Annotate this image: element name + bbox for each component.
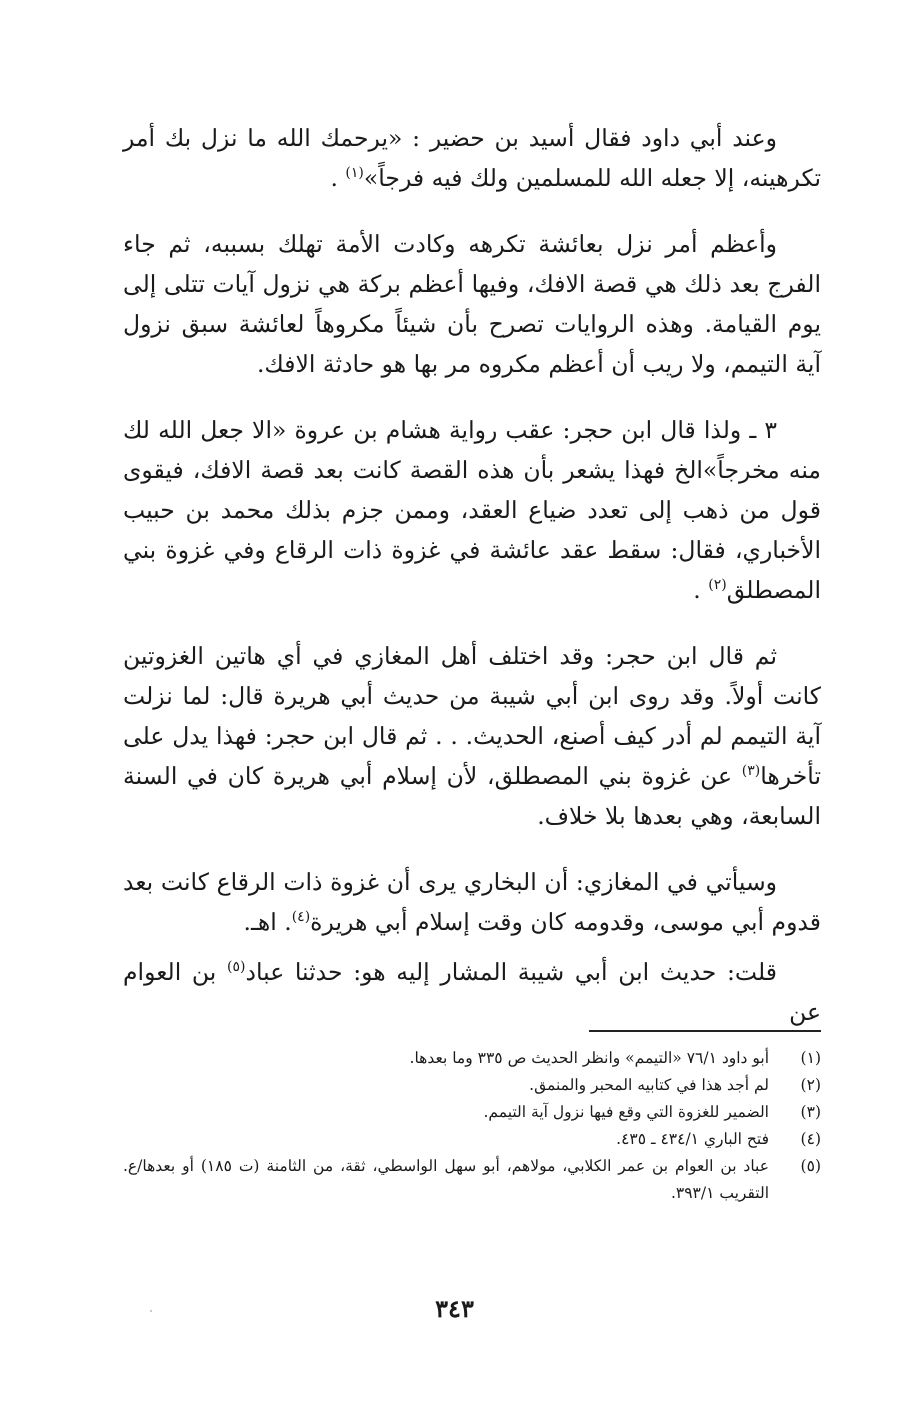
paragraph-4: ثم قال ابن حجر: وقد اختلف أهل المغازي في أي هاتين الغزوتين كانت أولاً. وقد روى ابن أبي شيبة من حديث أبي هريرة قال: لما نزلت آية التيمم لم أدر كيف أصنع، الحديث. . . ثم قال ابن حجر: فهذا يدل على تأخرها$^{(٣)}$ عن غزوة بني المصطلق، لأن إسلام أبي هريرة كان في السنة السابعة، وهي بعدها بلا خلاف. (123, 642, 821, 830)
scan-speck (150, 1310, 152, 1312)
footnote-number: (١) (800, 1049, 821, 1067)
footnote-text: الضمير للغزوة التي وقع فيها نزول آية التيمم. (483, 1103, 769, 1121)
footnote-3 (123, 1099, 821, 1126)
footnote-1 (123, 1045, 821, 1072)
footnote-number: (٥) (800, 1157, 821, 1175)
footnote-number: (٢) (800, 1076, 821, 1094)
paragraph-3: ٣ ـ ولذا قال ابن حجر: عقب رواية هشام بن عروة «الا جعل الله لك منه مخرجاً»الخ فهذا يشعر بأن هذه القصة كانت بعد قصة الافك، فيقوى قول من ذهب إلى تعدد ضياع العقد، وممن جزم بذلك محمد بن حبيب الأخباري، فقال: سقط عقد عائشة في غزوة ذات الرقاع وفي غزوة بني المصطلق$^{(٢)}$ . (123, 416, 821, 604)
footnote-ref-4[interactable]: (٤) (291, 909, 311, 926)
footnote-ref-5[interactable]: (٥) (227, 959, 246, 976)
footnote-separator (589, 1030, 821, 1032)
footnote-ref-1[interactable]: (١) (345, 165, 364, 182)
main-text (123, 118, 821, 1032)
footnote-ref-2[interactable]: (٢) (708, 577, 727, 594)
footnote-number: (٤) (800, 1130, 821, 1148)
paragraph-1: وعند أبي داود فقال أسيد بن حضير : «يرحمك الله ما نزل بك أمر تكرهينه، إلا جعله الله للمسلمين ولك فيه فرجاً»$^{(١)}$ . (123, 124, 821, 192)
paragraph-6: قلت: حديث ابن أبي شيبة المشار إليه هو: حدثنا عباد$^{(٥)}$ بن العوام عن (123, 958, 821, 1026)
footnote-5 (123, 1153, 821, 1207)
footnote-text: أبو داود ٧٦/١ «التيمم» وانظر الحديث ص ٣٣٥ وما بعدها. (409, 1049, 769, 1067)
footnote-text: لم أجد هذا في كتابيه المحبر والمنمق. (529, 1076, 769, 1094)
paragraph-5: وسيأتي في المغازي: أن البخاري يرى أن غزوة ذات الرقاع كانت بعد قدوم أبي موسى، وقدومه كان وقت إسلام أبي هريرة$^{(٤)}$. اهـ. (123, 868, 821, 936)
page-number: ٣٤٣ (435, 1294, 474, 1323)
footnote-ref-3[interactable]: (٣) (741, 763, 761, 780)
paragraph-2: وأعظم أمر نزل بعائشة تكرهه وكادت الأمة تهلك بسببه، ثم جاء الفرج بعد ذلك هي قصة الافك، وفيها أعظم بركة هي نزول آيات تتلى إلى يوم القيامة. وهذه الروايات تصرح بأن شيئاً مكروهاً لعائشة سبق نزول آية التيمم، ولا ريب أن أعظم مكروه مر بها هو حادثة الافك. (123, 230, 821, 378)
footnote-number: (٣) (800, 1103, 821, 1121)
footnotes (123, 1045, 821, 1207)
footnote-2 (123, 1072, 821, 1099)
footnote-4 (123, 1126, 821, 1153)
footnote-text: فتح الباري ٤٣٤/١ ـ ٤٣٥. (616, 1130, 769, 1148)
footnote-text: عباد بن العوام بن عمر الكلابي، مولاهم، أبو سهل الواسطي، ثقة، من الثامنة (ت ١٨٥) أو بعدها/ع. التقريب ٣٩٣/١. (123, 1157, 769, 1202)
